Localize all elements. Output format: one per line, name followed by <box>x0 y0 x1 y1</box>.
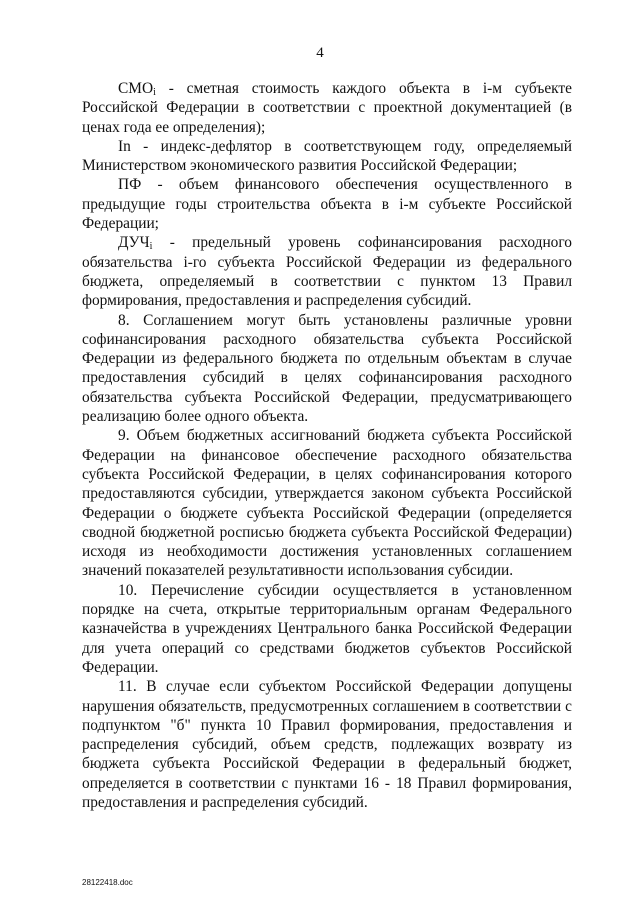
paragraph-8: 8. Соглашением могут быть установлены различные уровни софинансирования расходного обязательства субъекта Российской Федерации из федерального бюджета по отдельным объектам в случае предоставления субсидий в целях софинансирования расходного обязательства субъекта Российской Федерации, предусматривающего реализацию более одного объекта. <box>82 311 572 426</box>
definition-duch <box>82 233 572 310</box>
body-text <box>82 79 572 812</box>
term: In <box>118 137 131 155</box>
term-subscript: i <box>149 241 153 253</box>
file-name-footer: 28122418.doc <box>82 878 133 887</box>
term-subscript: i <box>153 87 156 98</box>
paragraph-9: 9. Объем бюджетных ассигнований бюджета субъекта Российской Федерации на финансовое обеспечение расходного обязательства субъекта Российской Федерации, в целях софинансирования которого предоставляются субсидии, утверждается законом субъекта Российской Федерации о бюджете субъекта Российской Федерации (определяется сводной бюджетной росписью бюджета субъекта Российской Федерации) исходя из необходимости достижения установленных соглашением значений показателей результативности использования субсидии. <box>82 427 572 580</box>
definition-in <box>82 137 572 176</box>
definition-smo <box>82 79 572 137</box>
paragraph-10: 10. Перечисление субсидии осуществляется в установленном порядке на счета, открытые территориальным органам Федерального казначейства в учреждениях Центрального банка Российской Федерации для учета операций со средствами бюджетов субъектов Российской Федерации. <box>82 581 572 676</box>
definition-text: - сметная стоимость каждого объекта в i-м субъекте Российской Федерации в соответствии с проектной документацией (в ценах года ее определения); <box>82 80 572 136</box>
definition-pf <box>82 175 572 233</box>
paragraph-11: 11. В случае если субъектом Российской Федерации допущены нарушения обязательств, предусмотренных соглашением в соответствии с подпунктом "б" пункта 10 Правил формирования, предоставления и распределения субсидий, объем средств, подлежащих возврату из бюджета субъекта Российской Федерации в федеральный бюджет, определяется в соответствии с пунктами 16 - 18 Правил формирования, предоставления и распределения субсидий. <box>82 678 572 811</box>
term: ПФ <box>118 176 142 194</box>
term: ДУЧ <box>118 234 150 252</box>
definition-text: - предельный уровень софинансирования расходного обязательства i-го субъекта Российской Федерации из федерального бюджета, определяемый в соответствии с пунктом 13 Правил формирования, предоставления и распределения субсидий. <box>82 234 572 310</box>
definition-text: - индекс-дефлятор в соответствующем году, определяемый Министерством экономического развития Российской Федерации; <box>82 137 572 175</box>
definition-text: - объем финансового обеспечения осуществленного в предыдущие годы строительства объекта в i-м субъекте Российской Федерации; <box>82 176 572 233</box>
page-number: 4 <box>316 45 324 61</box>
term: СМО <box>118 80 154 97</box>
